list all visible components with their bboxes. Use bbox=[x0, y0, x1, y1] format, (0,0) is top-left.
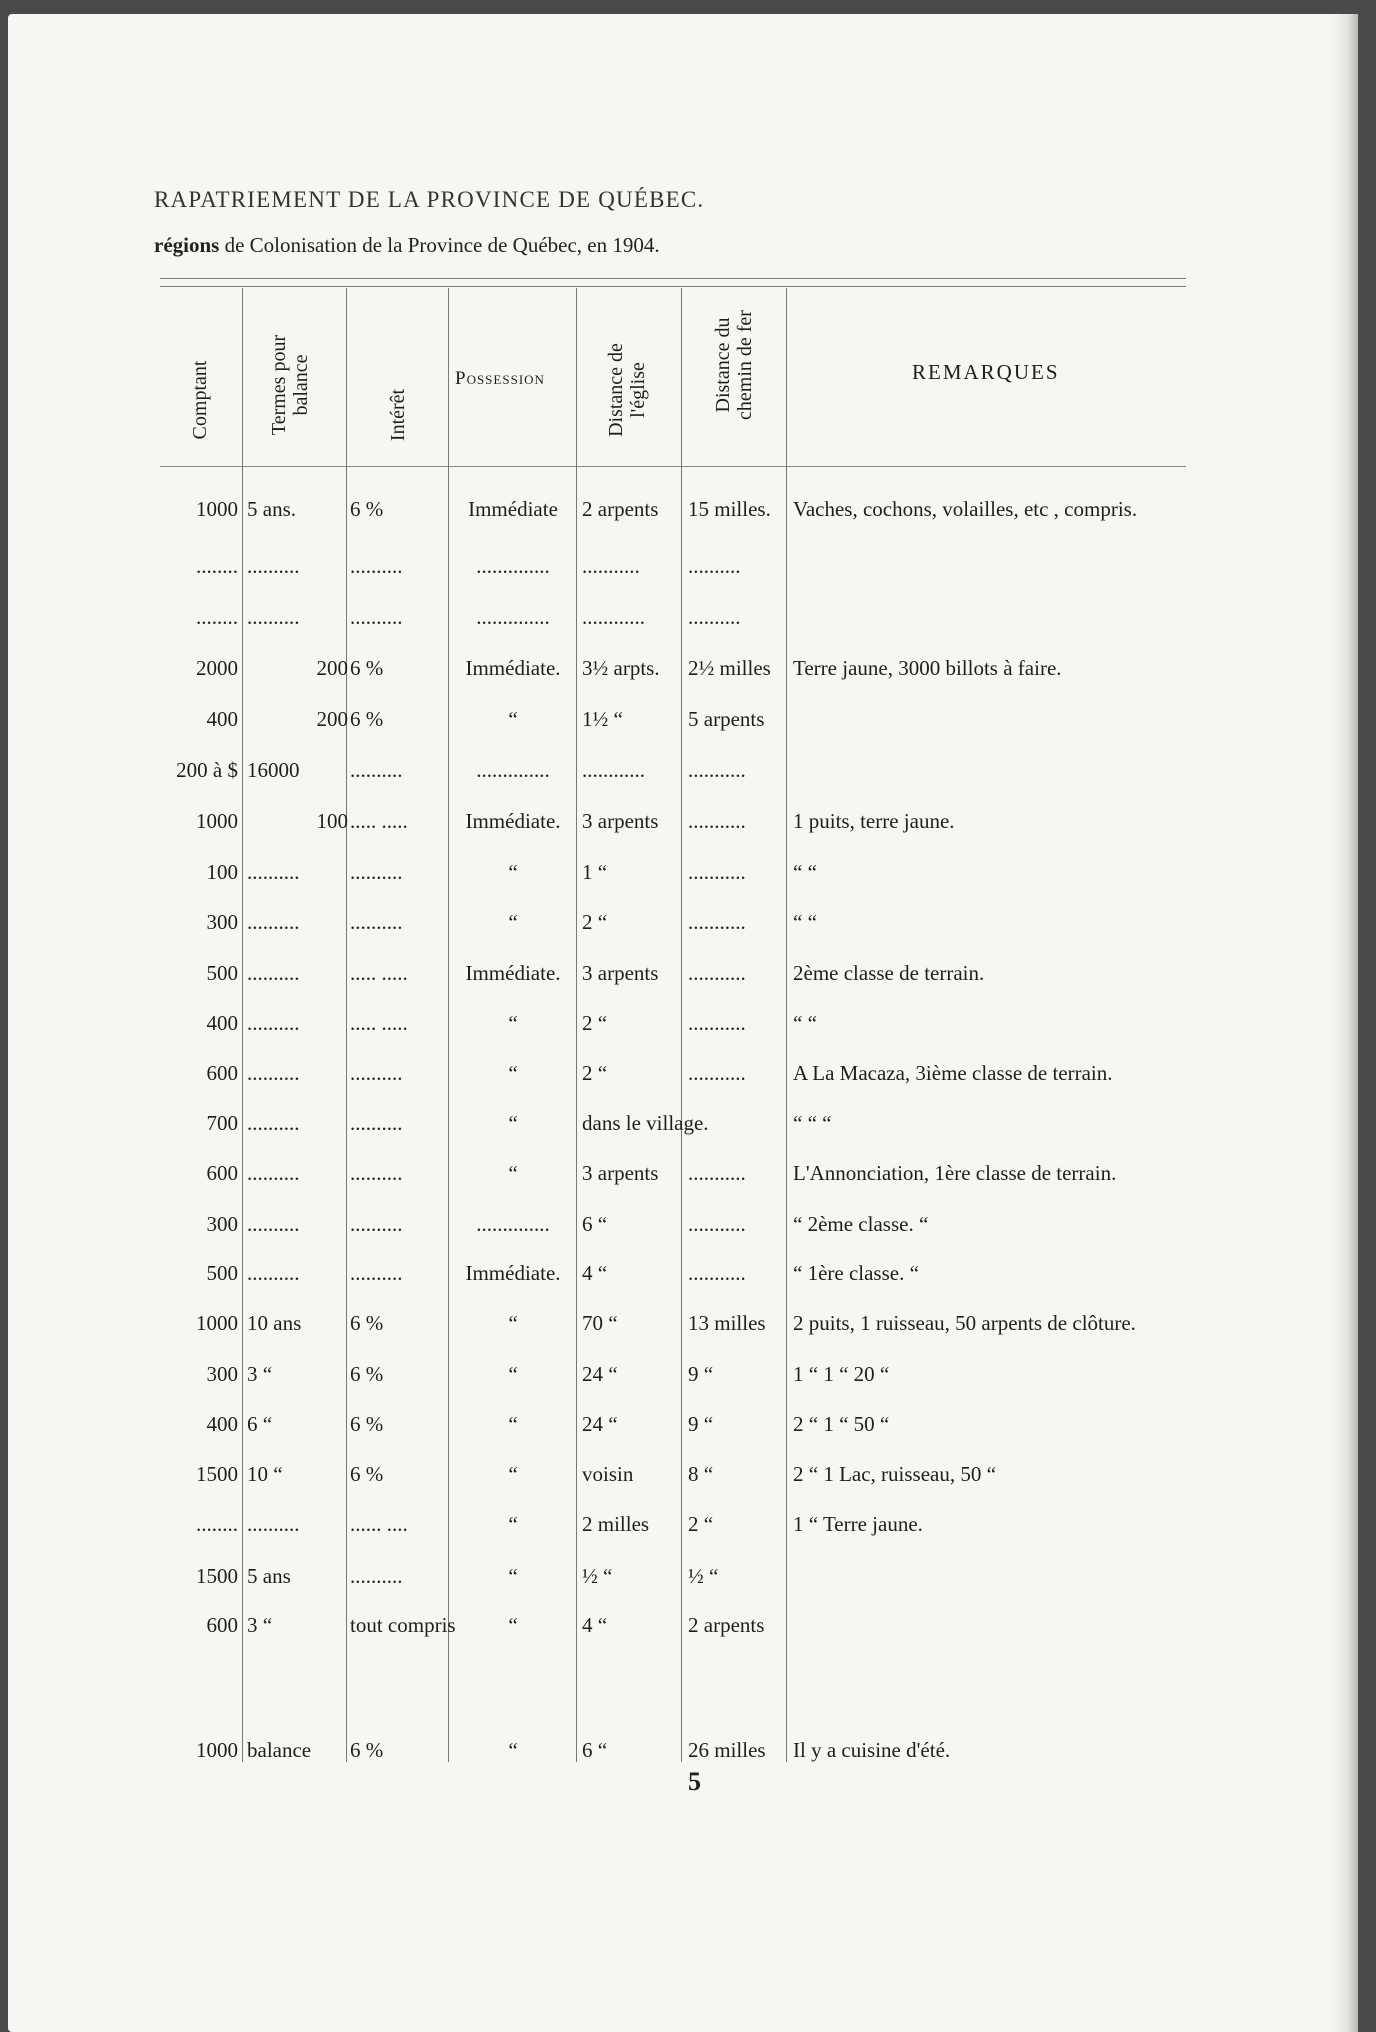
cell-comptant: 500 bbox=[206, 1261, 238, 1285]
cell-possession: Immédiate. bbox=[465, 1261, 561, 1285]
page-subtitle bbox=[154, 233, 660, 258]
cell-possession: Immédiate. bbox=[465, 961, 561, 985]
header-termes-label bbox=[268, 335, 312, 435]
cell-interet: .......... bbox=[350, 1061, 403, 1085]
cell-termes: .......... bbox=[247, 1261, 300, 1285]
cell-eglise: 24 “ bbox=[582, 1412, 618, 1436]
cell-interet: 6 % bbox=[350, 1362, 384, 1386]
cell-eglise: 24 “ bbox=[582, 1362, 618, 1386]
cell-comptant: 300 bbox=[206, 1212, 238, 1236]
cell-remarques: “ 1ère classe. “ bbox=[793, 1261, 919, 1285]
cell-chemin: 2 arpents bbox=[688, 1613, 765, 1637]
header-termes-l1: Termes pour bbox=[268, 334, 290, 436]
column-rule bbox=[681, 288, 682, 1762]
cell-chemin: 26 milles bbox=[688, 1738, 766, 1762]
cell-interet: tout compris bbox=[350, 1613, 456, 1637]
cell-comptant: 600 bbox=[206, 1061, 238, 1085]
cell-termes: 200 bbox=[316, 707, 348, 731]
cell-possession: Immédiate. bbox=[465, 656, 561, 680]
cell-termes: .......... bbox=[247, 1161, 300, 1185]
cell-interet: .......... bbox=[350, 860, 403, 884]
header-interet-label: Intérêt bbox=[387, 388, 409, 442]
cell-eglise: 3 arpents bbox=[582, 961, 659, 985]
cell-comptant: 1000 bbox=[196, 497, 238, 521]
cell-eglise: 6 “ bbox=[582, 1212, 608, 1236]
cell-termes: .......... bbox=[247, 961, 300, 985]
cell-comptant: 100 bbox=[206, 860, 238, 884]
cell-interet: ..... ..... bbox=[350, 1011, 408, 1035]
cell-termes: 6 “ bbox=[247, 1412, 273, 1436]
cell-eglise: ........... bbox=[582, 554, 640, 578]
cell-comptant: 400 bbox=[206, 1011, 238, 1035]
cell-interet: 6 % bbox=[350, 656, 384, 680]
cell-eglise: 2 “ bbox=[582, 1061, 608, 1085]
cell-comptant: 700 bbox=[206, 1111, 238, 1135]
cell-interet: .......... bbox=[350, 605, 403, 629]
cell-comptant: 2000 bbox=[196, 656, 238, 680]
cell-termes: 3 “ bbox=[247, 1613, 273, 1637]
cell-remarques: Vaches, cochons, volailles, etc , compris. bbox=[793, 497, 1138, 521]
cell-chemin: 15 milles. bbox=[688, 497, 771, 521]
cell-termes: .......... bbox=[247, 1011, 300, 1035]
cell-eglise: voisin bbox=[582, 1462, 634, 1486]
cell-remarques: “ “ bbox=[793, 860, 817, 884]
cell-comptant: 600 bbox=[206, 1613, 238, 1637]
header-possession bbox=[455, 368, 545, 390]
subtitle-bold: régions bbox=[154, 233, 220, 257]
cell-possession: “ bbox=[508, 1362, 518, 1386]
cell-eglise: 3 arpents bbox=[582, 809, 659, 833]
cell-interet: .......... bbox=[350, 1212, 403, 1236]
cell-termes: 3 “ bbox=[247, 1362, 273, 1386]
cell-comptant: 1500 bbox=[196, 1462, 238, 1486]
cell-eglise: 4 “ bbox=[582, 1261, 608, 1285]
cell-chemin: ½ “ bbox=[688, 1564, 719, 1588]
cell-eglise: 3 arpents bbox=[582, 1161, 659, 1185]
cell-interet: .......... bbox=[350, 554, 403, 578]
cell-possession: “ bbox=[508, 707, 518, 731]
cell-eglise: 2 milles bbox=[582, 1512, 650, 1536]
cell-possession: “ bbox=[508, 1462, 518, 1486]
cell-comptant: 1000 bbox=[196, 809, 238, 833]
header-eglise-l2: l'église bbox=[627, 362, 649, 418]
cell-chemin: 8 “ bbox=[688, 1462, 714, 1486]
cell-interet: 6 % bbox=[350, 1412, 384, 1436]
cell-chemin: ........... bbox=[688, 860, 746, 884]
cell-interet: 6 % bbox=[350, 497, 384, 521]
top-rule-thin bbox=[160, 286, 1186, 287]
column-rule bbox=[576, 288, 577, 1762]
page-number: 5 bbox=[688, 1767, 701, 1796]
cell-chemin: ........... bbox=[688, 1161, 746, 1185]
cell-interet: .......... bbox=[350, 910, 403, 934]
cell-remarques: “ 2ème classe. “ bbox=[793, 1212, 929, 1236]
cell-termes: balance bbox=[247, 1738, 312, 1762]
cell-possession: .............. bbox=[476, 758, 550, 782]
header-termes-l2: balance bbox=[290, 354, 312, 416]
cell-termes: .......... bbox=[247, 910, 300, 934]
cell-remarques: 2 “ 1 Lac, ruisseau, 50 “ bbox=[793, 1462, 996, 1486]
cell-eglise: 1½ “ bbox=[582, 707, 623, 731]
cell-interet: 6 % bbox=[350, 707, 384, 731]
cell-chemin: ........... bbox=[688, 758, 746, 782]
cell-interet: .......... bbox=[350, 1261, 403, 1285]
cell-interet: .......... bbox=[350, 1564, 403, 1588]
header-chemin-label bbox=[712, 310, 756, 420]
cell-possession: Immédiate. bbox=[465, 809, 561, 833]
header-eglise-l1: Distance de bbox=[605, 343, 627, 437]
cell-comptant: 600 bbox=[206, 1161, 238, 1185]
cell-eglise: 1 “ bbox=[582, 860, 608, 884]
cell-eglise: 2 arpents bbox=[582, 497, 659, 521]
cell-possession: “ bbox=[508, 1738, 518, 1762]
cell-possession: .............. bbox=[476, 605, 550, 629]
header-divider bbox=[160, 466, 1186, 467]
column-rule bbox=[786, 288, 787, 1762]
cell-interet: ..... ..... bbox=[350, 961, 408, 985]
cell-possession: “ bbox=[508, 860, 518, 884]
header-remarques: REMARQUES bbox=[912, 360, 1060, 384]
cell-chemin: .......... bbox=[688, 605, 741, 629]
cell-interet: ..... ..... bbox=[350, 809, 408, 833]
cell-eglise: 3½ arpts. bbox=[582, 656, 660, 680]
cell-eglise: 2 “ bbox=[582, 910, 608, 934]
cell-remarques: 1 “ 1 “ 20 “ bbox=[793, 1362, 890, 1386]
cell-possession: “ bbox=[508, 1011, 518, 1035]
cell-comptant: 500 bbox=[206, 961, 238, 985]
cell-remarques: 2 “ 1 “ 50 “ bbox=[793, 1412, 890, 1436]
cell-termes: 10 ans bbox=[247, 1311, 302, 1335]
cell-comptant: ........ bbox=[196, 554, 238, 578]
cell-possession: “ bbox=[508, 1311, 518, 1335]
cell-termes: .......... bbox=[247, 1111, 300, 1135]
cell-termes: 5 ans. bbox=[247, 497, 296, 521]
cell-remarques: 1 puits, terre jaune. bbox=[793, 809, 955, 833]
cell-chemin: ........... bbox=[688, 1261, 746, 1285]
cell-interet: .......... bbox=[350, 758, 403, 782]
cell-chemin: 9 “ bbox=[688, 1362, 714, 1386]
cell-remarques: “ “ bbox=[793, 910, 817, 934]
cell-possession: “ bbox=[508, 1613, 518, 1637]
page-title: RAPATRIEMENT DE LA PROVINCE DE QUÉBEC. bbox=[154, 187, 705, 212]
cell-chemin: .......... bbox=[688, 554, 741, 578]
cell-comptant: ........ bbox=[196, 1512, 238, 1536]
cell-termes: .......... bbox=[247, 1061, 300, 1085]
cell-eglise: ............ bbox=[582, 758, 645, 782]
cell-remarques: Il y a cuisine d'été. bbox=[793, 1738, 951, 1762]
cell-termes: 200 bbox=[316, 656, 348, 680]
cell-termes: 100 bbox=[316, 809, 348, 833]
cell-chemin: 5 arpents bbox=[688, 707, 765, 731]
cell-chemin: ........... bbox=[688, 809, 746, 833]
cell-comptant: 400 bbox=[206, 707, 238, 731]
cell-possession: Immédiate bbox=[468, 497, 558, 521]
cell-remarques: “ “ “ bbox=[793, 1111, 832, 1135]
cell-comptant: 1000 bbox=[196, 1738, 238, 1762]
cell-interet: .......... bbox=[350, 1161, 403, 1185]
cell-chemin: 2 “ bbox=[688, 1512, 714, 1536]
cell-remarques: 2ème classe de terrain. bbox=[793, 961, 985, 985]
cell-termes: .......... bbox=[247, 605, 300, 629]
cell-chemin: 13 milles bbox=[688, 1311, 766, 1335]
cell-remarques: 1 “ Terre jaune. bbox=[793, 1512, 923, 1536]
cell-remarques: A La Macaza, 3ième classe de terrain. bbox=[793, 1061, 1113, 1085]
cell-possession: “ bbox=[508, 1412, 518, 1436]
cell-eglise: 2 “ bbox=[582, 1011, 608, 1035]
cell-possession: “ bbox=[508, 1161, 518, 1185]
cell-chemin: ........... bbox=[688, 1212, 746, 1236]
column-rule bbox=[448, 288, 449, 1762]
cell-termes: .......... bbox=[247, 1212, 300, 1236]
cell-interet: .......... bbox=[350, 1111, 403, 1135]
header-chemin-l2: chemin de fer bbox=[734, 310, 756, 420]
cell-remarques: Terre jaune, 3000 billots à faire. bbox=[793, 656, 1062, 680]
cell-termes: .......... bbox=[247, 1512, 300, 1536]
cell-interet: ...... .... bbox=[350, 1512, 408, 1536]
cell-eglise: ............ bbox=[582, 605, 645, 629]
header-possession-label: Possession bbox=[455, 368, 545, 389]
cell-possession: “ bbox=[508, 1564, 518, 1588]
cell-comptant: 200 à $ bbox=[176, 758, 238, 782]
cell-termes: .......... bbox=[247, 554, 300, 578]
cell-chemin: ........... bbox=[688, 961, 746, 985]
cell-termes: .......... bbox=[247, 860, 300, 884]
cell-comptant: 1000 bbox=[196, 1311, 238, 1335]
cell-remarques: 2 puits, 1 ruisseau, 50 arpents de clôture. bbox=[793, 1311, 1136, 1335]
cell-chemin: 9 “ bbox=[688, 1412, 714, 1436]
header-eglise-label bbox=[605, 343, 649, 437]
cell-eglise: 6 “ bbox=[582, 1738, 608, 1762]
cell-chemin: ........... bbox=[688, 1061, 746, 1085]
cell-possession: .............. bbox=[476, 1212, 550, 1236]
cell-termes: 5 ans bbox=[247, 1564, 291, 1588]
cell-eglise: 70 “ bbox=[582, 1311, 618, 1335]
cell-possession: “ bbox=[508, 910, 518, 934]
cell-interet: 6 % bbox=[350, 1311, 384, 1335]
cell-possession: “ bbox=[508, 1061, 518, 1085]
column-rule bbox=[346, 288, 347, 1762]
cell-interet: 6 % bbox=[350, 1738, 384, 1762]
cell-termes: 16000 bbox=[247, 758, 300, 782]
subtitle-text: de Colonisation de la Province de Québec, en 1904. bbox=[219, 233, 660, 257]
cell-chemin: ........... bbox=[688, 910, 746, 934]
cell-remarques: “ “ bbox=[793, 1011, 817, 1035]
cell-eglise: 4 “ bbox=[582, 1613, 608, 1637]
cell-possession: “ bbox=[508, 1111, 518, 1135]
cell-possession: “ bbox=[508, 1512, 518, 1536]
cell-comptant: 400 bbox=[206, 1412, 238, 1436]
cell-remarques: L'Annonciation, 1ère classe de terrain. bbox=[793, 1161, 1117, 1185]
cell-interet: 6 % bbox=[350, 1462, 384, 1486]
cell-termes: 10 “ bbox=[247, 1462, 283, 1486]
top-rule bbox=[160, 278, 1186, 279]
cell-comptant: 300 bbox=[206, 910, 238, 934]
cell-possession: .............. bbox=[476, 554, 550, 578]
cell-chemin: ........... bbox=[688, 1011, 746, 1035]
cell-comptant: ........ bbox=[196, 605, 238, 629]
cell-eglise: ½ “ bbox=[582, 1564, 613, 1588]
column-rule bbox=[242, 288, 243, 1762]
header-chemin-l1: Distance du bbox=[712, 317, 734, 413]
page-edge bbox=[1332, 14, 1358, 2032]
header-comptant-label: Comptant bbox=[189, 360, 211, 440]
cell-eglise: dans le village. bbox=[582, 1111, 709, 1135]
cell-chemin: 2½ milles bbox=[688, 656, 771, 680]
cell-comptant: 1500 bbox=[196, 1564, 238, 1588]
cell-comptant: 300 bbox=[206, 1362, 238, 1386]
